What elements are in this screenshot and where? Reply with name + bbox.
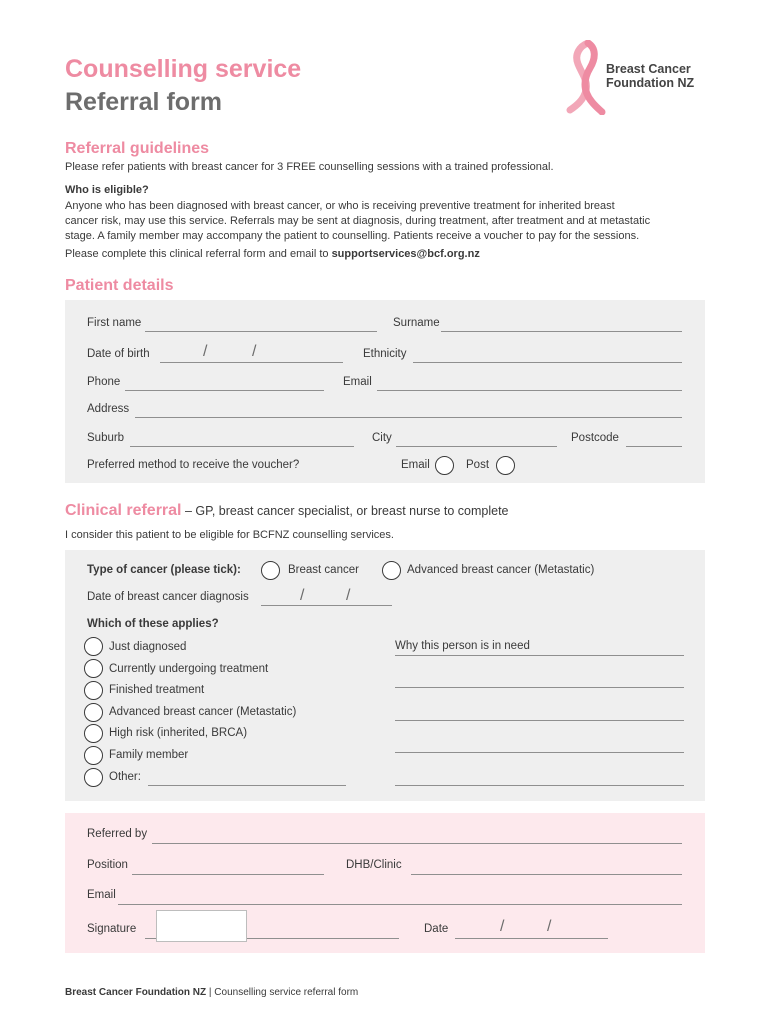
option-label: Advanced breast cancer (Metastatic) [109,706,297,718]
form-title: Counselling service [65,55,302,83]
footer [65,987,358,998]
cancer-breast-checkbox[interactable] [261,561,280,580]
city-label: City [372,432,392,444]
clinical-heading-title: Clinical referral [65,502,182,519]
cancer-type-label: Type of cancer (please tick): [87,564,241,576]
ethnicity-field[interactable] [413,362,682,363]
footer-separator: | [206,987,215,998]
complete-text: Please complete this clinical referral form and email to [65,248,332,260]
referrer-email-label: Email [87,889,116,901]
dob-label: Date of birth [87,348,150,360]
option-label: Finished treatment [109,684,205,696]
logo-text-line2: Foundation NZ [606,76,695,90]
option-label: Just diagnosed [109,641,187,653]
surname-label: Surname [393,317,440,329]
voucher-post-label: Post [466,459,490,471]
patient-panel [65,300,705,483]
first-name-label: First name [87,317,142,329]
option-label: Currently undergoing treatment [109,663,269,675]
phone-label: Phone [87,376,121,388]
option-checkbox[interactable] [84,637,103,656]
dob-field[interactable] [160,362,343,363]
phone-field[interactable] [125,390,324,391]
surname-field[interactable] [441,331,682,332]
first-name-field[interactable] [145,331,377,332]
option-checkbox[interactable] [84,703,103,722]
cancer-advanced-label: Advanced breast cancer (Metastatic) [407,564,595,576]
clinical-panel [65,550,705,801]
voucher-question: Preferred method to receive the voucher? [87,459,300,471]
email-label: Email [343,376,372,388]
other-field[interactable] [148,785,346,786]
option-label: Family member [109,749,189,761]
voucher-email-radio[interactable] [435,456,454,475]
suburb-label: Suburb [87,432,125,444]
diagnosis-date-field[interactable] [261,605,392,606]
signature-box[interactable] [156,910,247,942]
option-label: Other: [109,771,141,783]
why-need-field[interactable] [395,687,684,688]
voucher-email-label: Email [401,459,430,471]
guidelines-heading: Referral guidelines [65,140,210,157]
diagnosis-date-separator: / [300,587,305,604]
dhb-clinic-label: DHB/Clinic [346,859,402,871]
option-checkbox[interactable] [84,724,103,743]
voucher-post-radio[interactable] [496,456,515,475]
ethnicity-label: Ethnicity [363,348,407,360]
cancer-breast-label: Breast cancer [288,564,359,576]
eligibility-statement: I consider this patient to be eligible for BCFNZ counselling services. [65,529,394,541]
option-checkbox[interactable] [84,746,103,765]
clinical-heading [65,502,509,520]
logo [562,40,722,115]
why-need-label: Why this person is in need [395,640,530,652]
address-field[interactable] [135,417,682,418]
logo-text-line1: Breast Cancer [606,62,691,76]
footer-doc: Counselling service referral form [214,987,359,998]
why-need-field[interactable] [395,655,684,656]
why-need-field[interactable] [395,720,684,721]
cancer-advanced-checkbox[interactable] [382,561,401,580]
date-separator: / [547,918,552,935]
dob-separator: / [203,343,208,360]
date-field[interactable] [455,938,608,939]
why-need-field[interactable] [395,785,684,786]
postcode-label: Postcode [571,432,619,444]
postcode-field[interactable] [626,446,682,447]
address-label: Address [87,403,130,415]
signature-label: Signature [87,923,137,935]
applies-heading: Which of these applies? [87,618,219,630]
diagnosis-date-label: Date of breast cancer diagnosis [87,591,249,603]
suburb-field[interactable] [130,446,354,447]
eligibility-line-3: stage. A family member may accompany the patient to counselling. Patients receive a voucher to pay for the sessions. [65,230,640,242]
dhb-clinic-field[interactable] [411,874,682,875]
patient-heading: Patient details [65,277,174,294]
pink-ribbon-icon [562,40,607,115]
footer-org: Breast Cancer Foundation NZ [65,987,207,998]
city-field[interactable] [396,446,557,447]
guidelines-intro: Please refer patients with breast cancer for 3 FREE counselling sessions with a trained professional. [65,161,554,173]
eligibility-heading: Who is eligible? [65,184,149,196]
option-checkbox[interactable] [84,681,103,700]
form-subtitle: Referral form [65,88,222,116]
dob-separator: / [252,343,257,360]
date-separator: / [500,918,505,935]
option-label: High risk (inherited, BRCA) [109,727,248,739]
support-email-link[interactable]: supportservices@bcf.org.nz [331,248,480,260]
why-need-field[interactable] [395,752,684,753]
option-checkbox[interactable] [84,659,103,678]
referred-by-field[interactable] [152,843,682,844]
eligibility-line-1: Anyone who has been diagnosed with breast cancer, or who is receiving preventive treatment for inherited breast [65,200,615,212]
position-label: Position [87,859,128,871]
referred-by-label: Referred by [87,828,148,840]
eligibility-line-2: cancer risk, may use this service. Referrals may be sent at diagnosis, during treatment, after treatment and at metastatic [65,215,651,227]
option-checkbox[interactable] [84,768,103,787]
position-field[interactable] [132,874,324,875]
diagnosis-date-separator: / [346,587,351,604]
date-label: Date [424,923,449,935]
referrer-email-field[interactable] [118,904,682,905]
clinical-heading-subtitle: – GP, breast cancer specialist, or breast nurse to complete [181,504,509,518]
email-field[interactable] [377,390,682,391]
complete-instruction [65,246,480,262]
